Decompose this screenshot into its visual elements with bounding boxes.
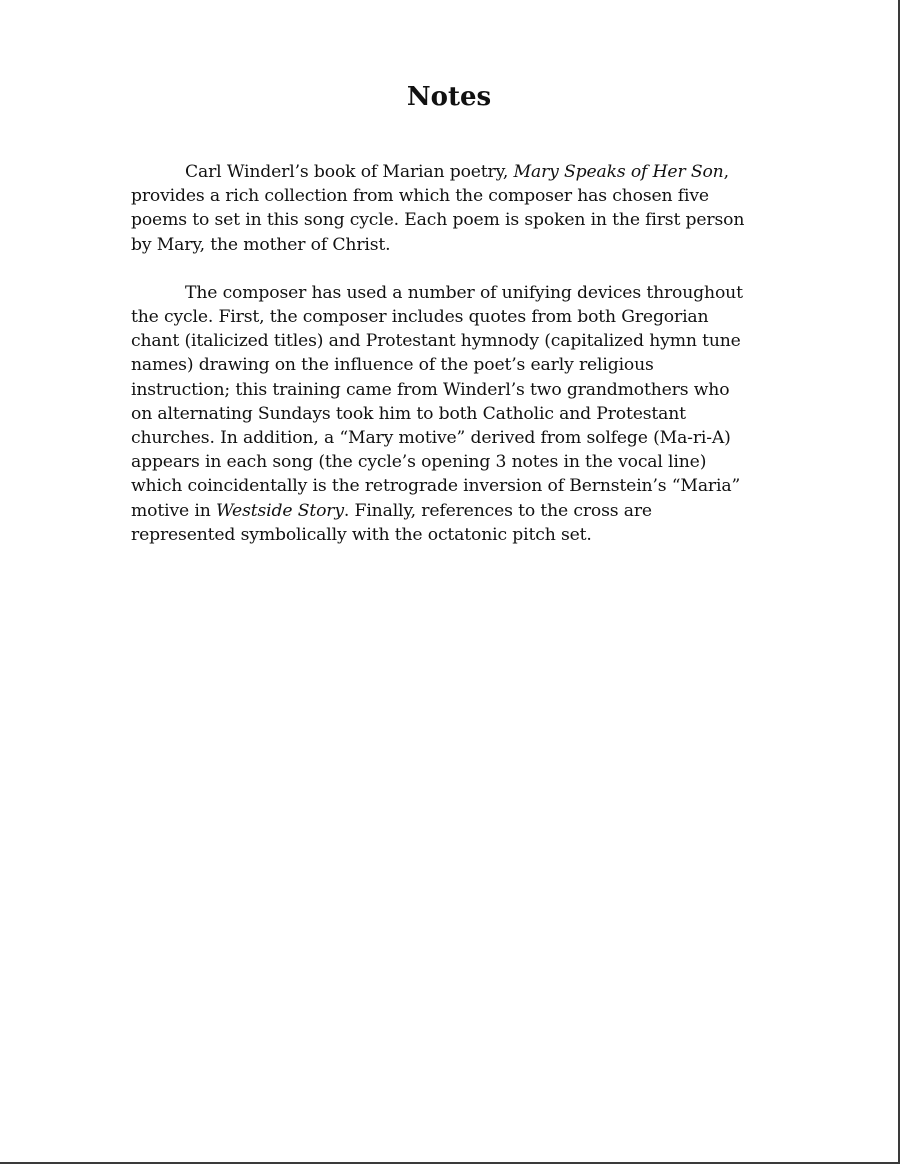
work-title: Westside Story [215, 500, 344, 521]
paragraph-2-line-8: appears in each song (the cycle’s opening 3 notes in the vocal line) [131, 452, 707, 473]
paragraph-2-line-9: which coincidentally is the retrograde inversion of Bernstein’s “Maria” [131, 476, 741, 497]
paragraph-1-line-1 [131, 160, 763, 184]
text-run: . Finally, references to the cross are [343, 500, 652, 521]
paragraph-2-line-3: chant (italicized titles) and Protestant hymnody (capitalized hymn tune [131, 331, 741, 352]
paragraph-2-line-11: represented symbolically with the octatonic pitch set. [131, 524, 592, 545]
paragraph-2-line-7: churches. In addition, a “Mary motive” derived from solfege (Ma-ri-A) [131, 428, 731, 449]
paragraph-1-line-3: poems to set in this song cycle. Each poem is spoken in the first person [131, 210, 745, 231]
paragraph-2-line-10 [131, 499, 763, 523]
paragraph-2 [131, 281, 763, 547]
paragraph-1-line-2: provides a rich collection from which the composer has chosen five [131, 186, 709, 207]
paragraph-2-line-1: The composer has used a number of unifying devices throughout [185, 282, 743, 303]
book-title: Mary Speaks of Her Son [513, 162, 724, 182]
paragraph-2-line-4: names) drawing on the influence of the poet’s early religious [131, 355, 654, 376]
text-run: Carl Winderl’s book of Marian poetry, [185, 162, 514, 182]
notes-body [131, 160, 763, 571]
paragraph-2-line-5: instruction; this training came from Winderl’s two grandmothers who [131, 379, 730, 400]
paragraph-1-line-4: by Mary, the mother of Christ. [131, 234, 391, 255]
text-run: motive in [131, 500, 216, 521]
page-title: Notes [406, 82, 492, 112]
paragraph-1 [131, 160, 763, 257]
paragraph-2-line-2: the cycle. First, the composer includes quotes from both Gregorian [131, 307, 709, 328]
text-run: , [723, 162, 729, 182]
paragraph-2-line-6: on alternating Sundays took him to both Catholic and Protestant [131, 403, 686, 424]
